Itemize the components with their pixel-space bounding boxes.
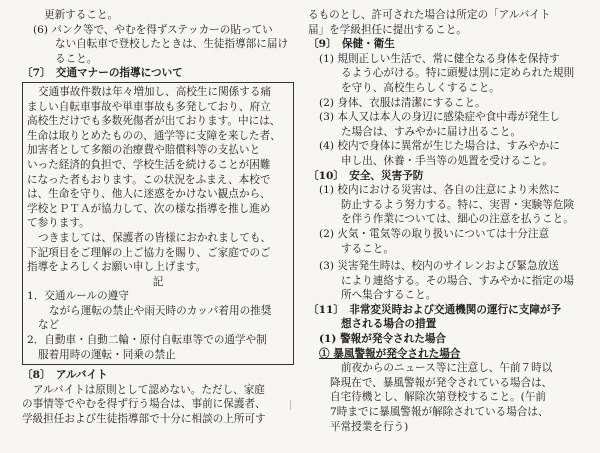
section-9-line: た場合は、すみやかに届け出ること。 xyxy=(341,125,522,138)
ki-label: 記 xyxy=(152,275,164,288)
section-10-line: を伴う作業については、細心の注意を払うこと。 xyxy=(341,213,574,226)
section-11-subsubheading: ① 暴風警報が発令された場合 xyxy=(319,347,461,360)
section-9-line: (1) 規則正しい生活で、常に健全なる身体を保持す xyxy=(319,52,560,65)
box-line: は、生命を守り、他人に迷惑をかけない観点から、 xyxy=(27,188,271,201)
box-line: 学校とＰＴＡが協力して、次の様な指導を推し進め xyxy=(27,202,271,215)
left-column xyxy=(22,8,294,427)
box-line: いった経済的負担で、学校生活を続けることが困難 xyxy=(27,158,271,171)
box-line: ましい自転車事故や単車事故も多発しており、府立 xyxy=(27,100,271,113)
intro-line: 更新すること。 xyxy=(44,9,119,21)
box-item: 服着用時の運転・同乗の禁止 xyxy=(38,348,176,361)
section-9-line: (2) 身体、衣服は清潔にすること。 xyxy=(319,96,486,109)
box-line: 高校生だけでも多数死傷者が出ております。中には、 xyxy=(27,115,281,128)
box-item: ながら運転の禁止や雨天時のカッパ着用の推奨 xyxy=(49,304,272,317)
section-10-heading: 〔10〕 安全、災害予防 xyxy=(308,169,424,182)
section-7-heading: 〔7〕 交通マナーの指導について xyxy=(22,67,183,80)
intro-line: ること。 xyxy=(55,52,98,65)
section-11-line: 7時までに暴風警報が解除されている場合は、 xyxy=(330,406,549,419)
right-column xyxy=(308,8,588,434)
section-10-line: (1) 校内における災害は、各自の注意により未然に xyxy=(319,184,560,197)
section-9-line: (3) 本人又は本人の身辺に感染症や食中毒が発生し xyxy=(319,111,560,124)
box-line: になった者もおります。この状況をふまえ、本校で xyxy=(27,173,271,186)
section-10-line: 防止するよう努力する。特に、実習・実験等危険 xyxy=(341,198,575,211)
intro-line: るものとし、許可された場合は所定の「アルバイト xyxy=(308,9,551,21)
section-9-heading: 〔9〕 保健・衛生 xyxy=(308,38,395,51)
section-11-line: 降現在で、暴風警報が発令されている場合は、 xyxy=(330,376,553,389)
intro-line: ない自転車で登校したときは、生徒指導部に届け xyxy=(55,38,289,51)
section-8-line: アルバイトは原則として認めない。ただし、家庭 xyxy=(33,383,265,396)
box-line: 指導をよろしくお願い申し上げます。 xyxy=(27,261,207,274)
box-item: など xyxy=(38,319,60,332)
section-11-line: 自宅待機とし、解除次第登校すること。(午前 xyxy=(330,391,547,404)
box-line: つきましては、保護者の皆様におかれましても、 xyxy=(38,231,272,244)
section-7-box xyxy=(22,82,294,365)
box-line: 交通事故件数は年々増加し、高校生に関係する痛 xyxy=(38,85,272,98)
section-8-line: の事情等でやむを得ず行う場合は、事前に保護者、 xyxy=(22,398,266,411)
box-line: て参ります。 xyxy=(27,217,90,230)
intro-line: 届」を学級担任に提出すること。 xyxy=(308,23,467,36)
section-9-line: るよう心がける。特に頭髪は別に定められた規則 xyxy=(341,67,575,80)
section-10-line: により連絡する。その場合、すみやかに指定の場 xyxy=(341,274,575,287)
section-8-heading: 〔8〕 アルバイト xyxy=(22,369,108,382)
box-item: 2．自動車・自動二輪・原付自転車等での通学や制 xyxy=(27,334,267,347)
section-10-line: すること。 xyxy=(341,242,394,255)
box-item: 1．交通ルールの遵守 xyxy=(27,290,129,303)
box-line: 生命は取りとめたものの、通学等に支障を来した者、 xyxy=(27,129,281,142)
section-11-subheading: (1) 警報が発令された場合 xyxy=(319,333,447,346)
section-10-line: (2) 火気・電気等の取り扱いについては十分注意 xyxy=(319,227,550,240)
intro-line: (6) パンク等で、やむを得ずステッカーの貼ってい xyxy=(33,23,273,36)
section-10-line: 所へ集合すること。 xyxy=(341,289,437,302)
section-9-line: を守り、高校生らしくすること。 xyxy=(341,81,500,94)
section-9-line: 申し出、休養・手当等の処置を受けること。 xyxy=(341,154,553,167)
section-11-line: 平常授業を行う) xyxy=(330,420,409,433)
box-line: 加害者として多額の治療費や賠償料等の支払いと xyxy=(27,144,261,157)
section-11-line: 前夜からのニュース等に注意し、午前７時以 xyxy=(341,362,553,375)
box-line: 下記項目をご理解の上ご協力を賜り、ご家庭でのご xyxy=(27,246,271,259)
section-11-heading: 〔11〕 非常変災時および交通機関の運行に支障が予 xyxy=(308,303,562,316)
section-10-line: (3) 災害発生時は、校内のサイレンおよび緊急放送 xyxy=(319,260,559,273)
section-8-line: 学級担任および生徒指導部で十分に相談の上所可す xyxy=(22,413,266,426)
scan-mark xyxy=(290,400,297,410)
section-11-heading-cont: 想される場合の措置 xyxy=(341,318,437,331)
section-9-line: (4) 校内で身体に異常が生じた場合は、すみやかに xyxy=(319,140,560,153)
